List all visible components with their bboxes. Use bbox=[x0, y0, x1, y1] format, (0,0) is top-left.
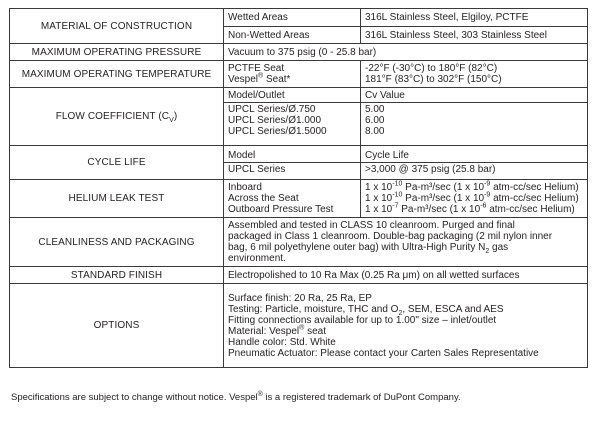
cycle-life bbox=[361, 146, 588, 180]
vespel-seat-label: Vespel® Seat* bbox=[228, 72, 291, 85]
leak-rate-inboard: 1 x $10^{-10}$ Pa-m³/sec (1 x $10^{-9}$ atm-cc/sec Helium) bbox=[365, 180, 579, 193]
options-list bbox=[224, 284, 588, 368]
leak-test-rates bbox=[361, 180, 588, 218]
cycle-header-life: Cycle Life bbox=[365, 150, 409, 161]
pressure-label: MAXIMUM OPERATING PRESSURE bbox=[10, 44, 224, 61]
leak-rate-across-seat: 1 x $10^{-10}$ Pa-m³/sec (1 x $10^{-9}$ atm-cc/sec Helium) bbox=[365, 191, 579, 204]
cycle-model-value: UPCL Series bbox=[228, 164, 286, 175]
standard-finish-value: Electropolished to 10 Ra Max (0.25 Ra μm) on all wetted surfaces bbox=[224, 267, 588, 284]
flow-model-list bbox=[224, 102, 360, 137]
flow-value: 8.00 bbox=[365, 126, 385, 137]
leak-test-name: Across the Seat bbox=[228, 193, 299, 204]
cleanliness-value: Assembled and tested in CLASS 10 cleanroom. Purged and final packaged in Class 1 cleanroom. Double-bag packaging (2 mil nylon inner bag, 6 mil polyethylene outer bag) with Ultra-High Purity $N_2$ gas environment. bbox=[224, 218, 588, 267]
pctfe-seat-range: -22°F (-30°C) to 180°F (82°C) bbox=[365, 63, 498, 74]
flow-model: UPCL Series/Ø1.000 bbox=[228, 115, 322, 126]
leak-test-names bbox=[224, 180, 361, 218]
temperature-ranges bbox=[361, 61, 588, 88]
flow-values bbox=[361, 88, 588, 146]
leak-test-name: Inboard bbox=[228, 182, 262, 193]
flow-models bbox=[224, 88, 361, 146]
options-label: OPTIONS bbox=[10, 284, 224, 368]
cycle-header-model: Model bbox=[228, 150, 256, 161]
pctfe-seat-label: PCTFE Seat bbox=[228, 63, 285, 74]
option-handle-color: Handle color: Std. White bbox=[228, 336, 336, 348]
option-testing: Testing: Particle, moisture, THC and $O_2$, SEM, ESCA and AES bbox=[228, 303, 504, 317]
option-pneumatic-actuator: Pneumatic Actuator: Please contact your Carten Sales Representative bbox=[228, 347, 539, 359]
flow-value-list bbox=[361, 102, 587, 137]
material-label: MATERIAL OF CONSTRUCTION bbox=[10, 9, 224, 44]
temperature-label: MAXIMUM OPERATING TEMPERATURE bbox=[10, 61, 224, 88]
cycle-life-label: CYCLE LIFE bbox=[10, 146, 224, 180]
flow-model: UPCL Series/Ø.750 bbox=[228, 104, 316, 115]
pressure-value: Vacuum to 375 psig (0 - 25.8 bar) bbox=[224, 44, 588, 61]
registered-mark: ® bbox=[258, 72, 264, 80]
footnote: Specifications are subject to change without notice. Vespel® is a registered trademark of DuPont Company. bbox=[11, 390, 461, 403]
temperature-seats bbox=[224, 61, 361, 88]
leak-rate-outboard: 1 x $10^{-7}$ Pa-m³/sec (1 x $10^{-6}$ atm-cc/sec Helium) bbox=[365, 202, 575, 215]
flow-header-value: Cv Value bbox=[365, 90, 405, 101]
cycle-model bbox=[224, 146, 361, 180]
flow-model: UPCL Series/Ø1.5000 bbox=[228, 126, 327, 137]
cleanliness-label: CLEANLINESS AND PACKAGING bbox=[10, 218, 224, 267]
flow-header-model: Model/Outlet bbox=[228, 90, 285, 101]
wetted-areas-value: 316L Stainless Steel, Elgiloy, PCTFE bbox=[361, 9, 588, 27]
option-fitting: Fitting connections available for up to 1.00" size – inlet/outlet bbox=[228, 314, 497, 326]
non-wetted-areas-label: Non-Wetted Areas bbox=[224, 27, 361, 44]
standard-finish-label: STANDARD FINISH bbox=[10, 267, 224, 284]
non-wetted-areas-value: 316L Stainless Steel, 303 Stainless Steel bbox=[361, 27, 588, 44]
cycle-life-value: >3,000 @ 375 psig (25.8 bar) bbox=[365, 164, 496, 175]
wetted-areas-label: Wetted Areas bbox=[224, 9, 361, 27]
vespel-seat-range: 181°F (83°C) to 302°F (150°C) bbox=[365, 74, 502, 85]
option-material: Material: Vespel® seat bbox=[228, 324, 327, 337]
flow-coefficient-label: FLOW COEFFICIENT $(C_V)$ bbox=[10, 88, 224, 146]
specifications-table bbox=[9, 8, 588, 368]
flow-value: 5.00 bbox=[365, 104, 385, 115]
flow-value: 6.00 bbox=[365, 115, 385, 126]
option-surface-finish: Surface finish: 20 Ra, 25 Ra, EP bbox=[228, 292, 372, 304]
helium-leak-label: HELIUM LEAK TEST bbox=[10, 180, 224, 218]
leak-test-name: Outboard Pressure Test bbox=[228, 204, 334, 215]
